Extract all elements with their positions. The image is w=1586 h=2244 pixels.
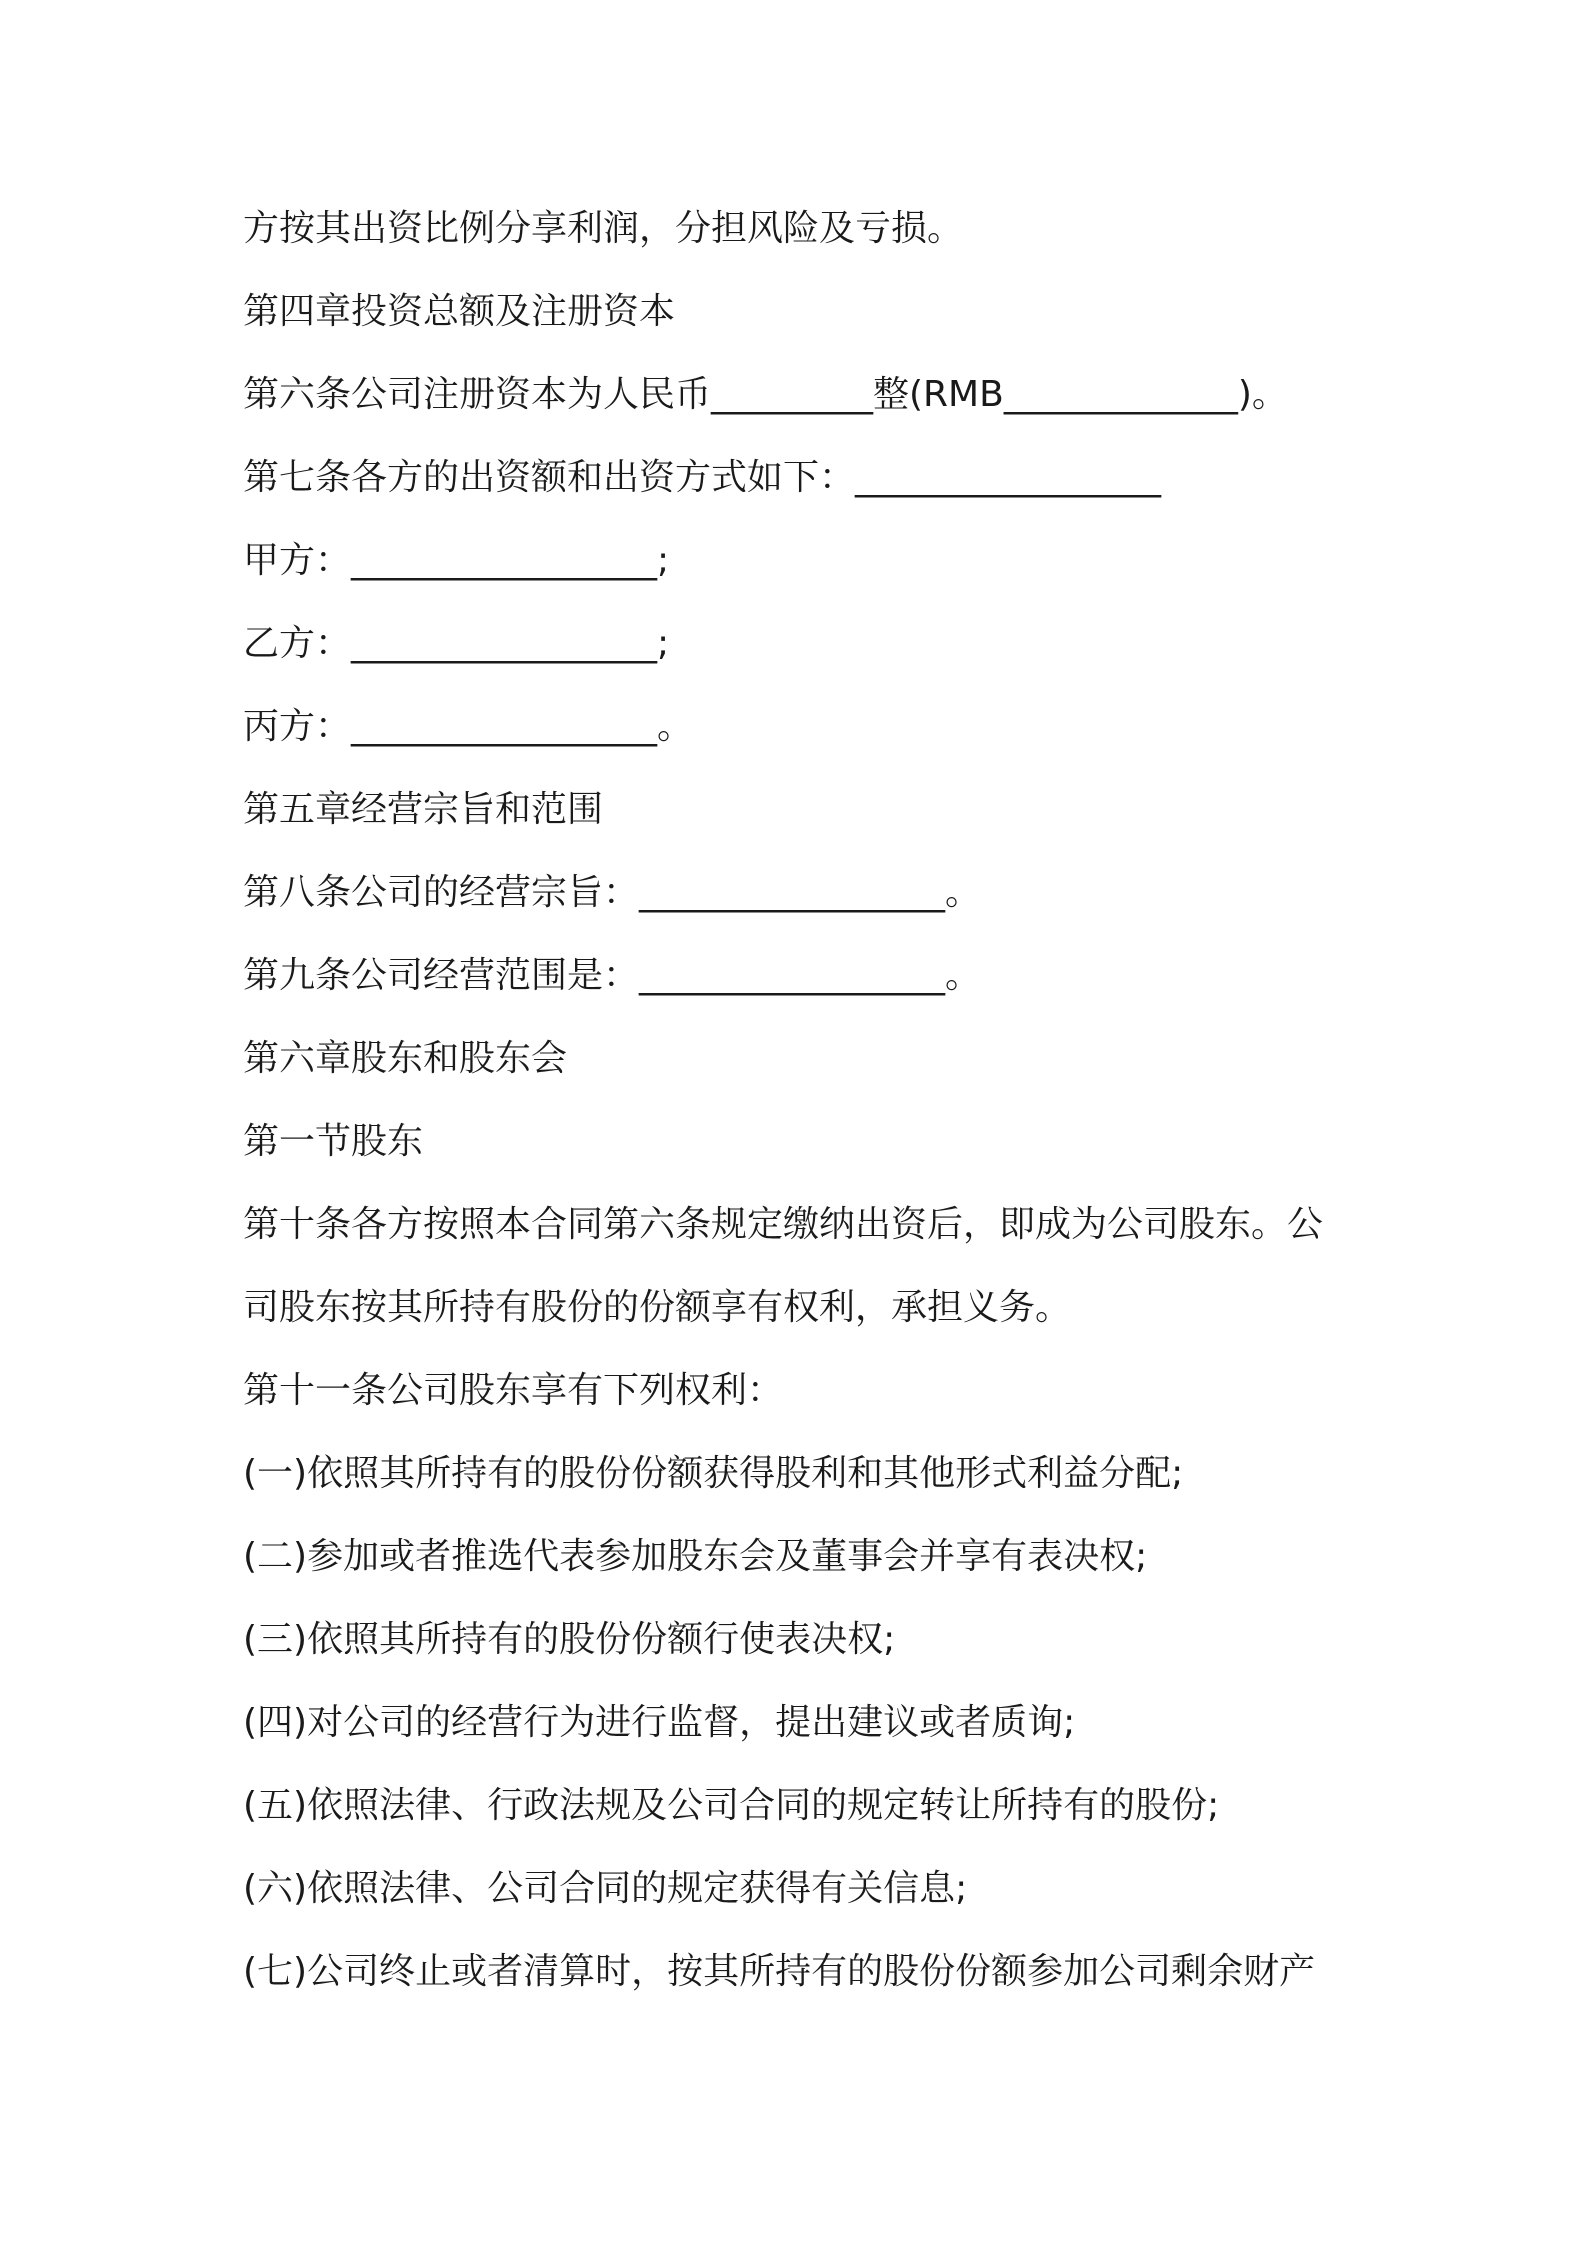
right-item-7: (七)公司终止或者清算时，按其所持有的股份份额参加公司剩余财产 xyxy=(243,1951,1316,1992)
chapter-6-heading: 第六章股东和股东会 xyxy=(243,1038,568,1079)
chapter-4-heading: 第四章投资总额及注册资本 xyxy=(243,291,676,332)
article-8: 第八条公司的经营宗旨：_________________。 xyxy=(243,872,982,913)
article-10-line-2: 司股东按其所持有股份的份额享有权利，承担义务。 xyxy=(243,1287,1072,1328)
article-6: 第六条公司注册资本为人民币_________整(RMB_____________)。 xyxy=(243,374,1288,415)
right-item-4: (四)对公司的经营行为进行监督，提出建议或者质询; xyxy=(243,1702,1076,1743)
text-line-continuation: 方按其出资比例分享利润，分担风险及亏损。 xyxy=(243,208,964,249)
party-a-contribution: 甲方：_________________; xyxy=(243,540,670,581)
right-item-6: (六)依照法律、公司合同的规定获得有关信息; xyxy=(243,1868,968,1909)
right-item-3: (三)依照其所持有的股份份额行使表决权; xyxy=(243,1619,896,1660)
article-9: 第九条公司经营范围是：_________________。 xyxy=(243,955,982,996)
right-item-1: (一)依照其所持有的股份份额获得股利和其他形式利益分配; xyxy=(243,1453,1184,1494)
party-b-contribution: 乙方：_________________; xyxy=(243,623,670,664)
article-7: 第七条各方的出资额和出资方式如下：_________________ xyxy=(243,457,1162,498)
chapter-5-heading: 第五章经营宗旨和范围 xyxy=(243,789,604,830)
article-11: 第十一条公司股东享有下列权利： xyxy=(243,1370,784,1411)
party-c-contribution: 丙方：_________________。 xyxy=(243,706,694,747)
section-1-heading: 第一节股东 xyxy=(243,1121,424,1162)
article-10-line-1: 第十条各方按照本合同第六条规定缴纳出资后，即成为公司股东。公 xyxy=(243,1204,1324,1245)
right-item-2: (二)参加或者推选代表参加股东会及董事会并享有表决权; xyxy=(243,1536,1148,1577)
right-item-5: (五)依照法律、行政法规及公司合同的规定转让所持有的股份; xyxy=(243,1785,1220,1826)
